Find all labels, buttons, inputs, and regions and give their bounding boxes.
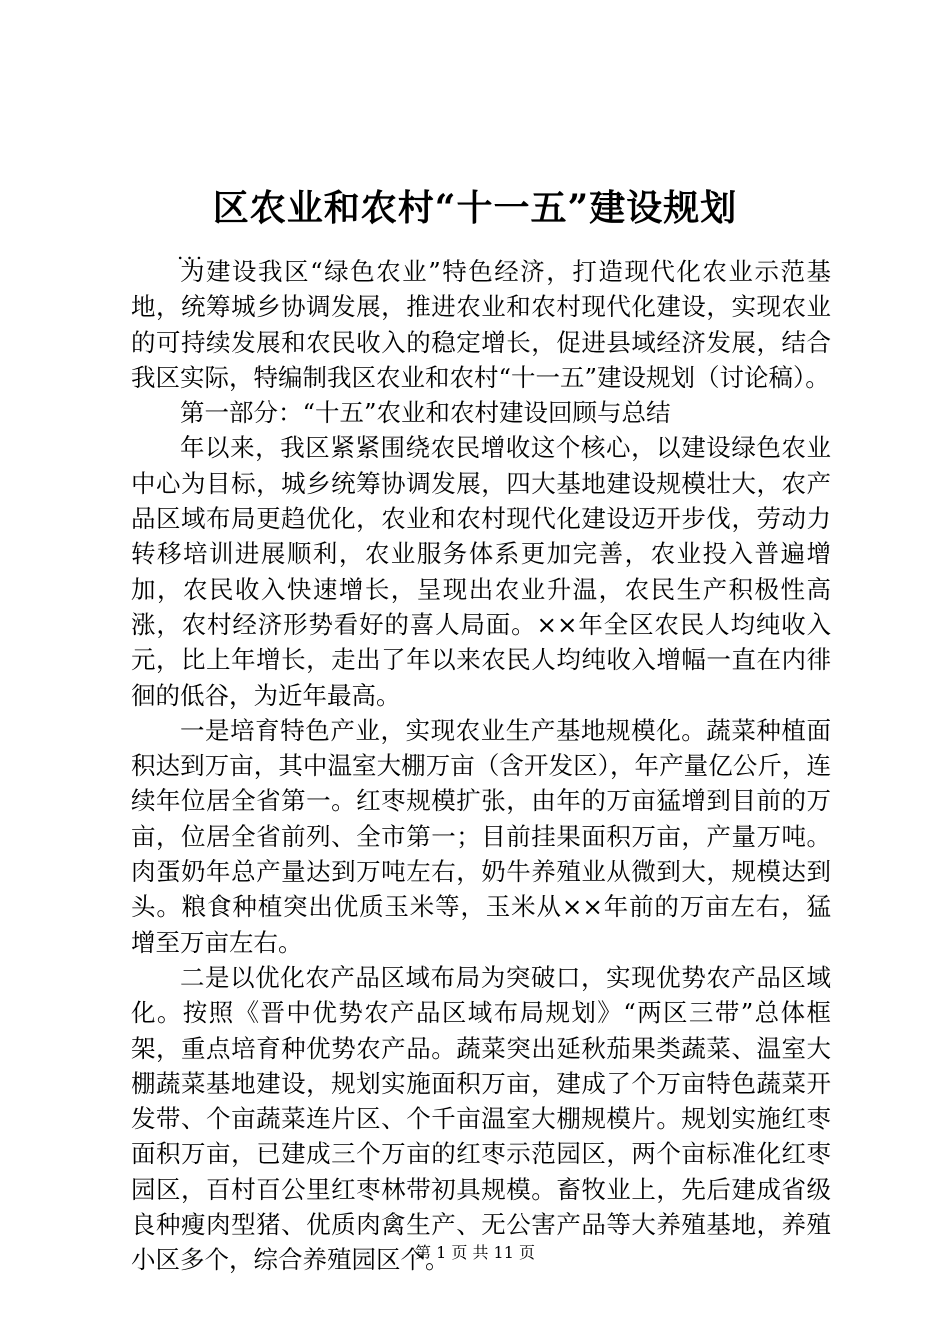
ellipsis-mark: ...	[177, 240, 206, 264]
intro-paragraph: 为建设我区“绿色农业”特色经济，打造现代化农业示范基地，统筹城乡协调发展，推进农业和农村现代化建设，实现农业的可持续发展和农民收入的稳定增长，促进县域经济发展，结合我区实际，特编制我区农业和农村“十一五”建设规划（讨论稿）。	[131, 257, 831, 392]
document-body	[131, 254, 831, 1278]
point-two-paragraph: 二是以优化农产品区域布局为突破口，实现优势农产品区域化。按照《晋中优势农产品区域布局规划》“两区三带”总体框架，重点培育种优势农产品。蔬菜突出延秋茄果类蔬菜、温室大棚蔬菜基地建设，规划实施面积万亩，建成了个万亩特色蔬菜开发带、个亩蔬菜连片区、个千亩温室大棚规模片。规划实施红枣面积万亩，已建成三个万亩的红枣示范园区，两个亩标准化红枣园区，百村百公里红枣林带初具规模。畜牧业上，先后建成省级良种瘦肉型猪、优质肉禽生产、无公害产品等大养殖基地，养殖小区多个，综合养殖园区个。	[131, 962, 831, 1275]
section-heading: 第一部分：“十五”农业和农村建设回顾与总结	[180, 398, 671, 428]
document-title: 区农业和农村“十一五”建设规划	[212, 187, 738, 229]
page-number-footer: 第 1 页 共 11 页	[415, 1243, 535, 1262]
point-one-paragraph: 一是培育特色产业，实现农业生产基地规模化。蔬菜种植面积达到万亩，其中温室大棚万亩（含开发区），年产量亿公斤，连续年位居全省第一。红枣规模扩张，由年的万亩猛增到目前的万亩，位居全省前列、全市第一；目前挂果面积万亩，产量万吨。肉蛋奶年总产量达到万吨左右，奶牛养殖业从微到大，规模达到头。粮食种植突出优质玉米等，玉米从××年前的万亩左右，猛增至万亩左右。	[131, 715, 831, 957]
review-paragraph: 年以来，我区紧紧围绕农民增收这个核心，以建设绿色农业中心为目标，城乡统筹协调发展，四大基地建设规模壮大，农产品区域布局更趋优化，农业和农村现代化建设迈开步伐，劳动力转移培训进展顺利，农业服务体系更加完善，农业投入普遍增加，农民收入快速增长，呈现出农业升温，农民生产积极性高涨，农村经济形势看好的喜人局面。××年全区农民人均纯收入元，比上年增长，走出了年以来农民人均纯收入增幅一直在内徘徊的低谷，为近年最高。	[131, 433, 831, 710]
